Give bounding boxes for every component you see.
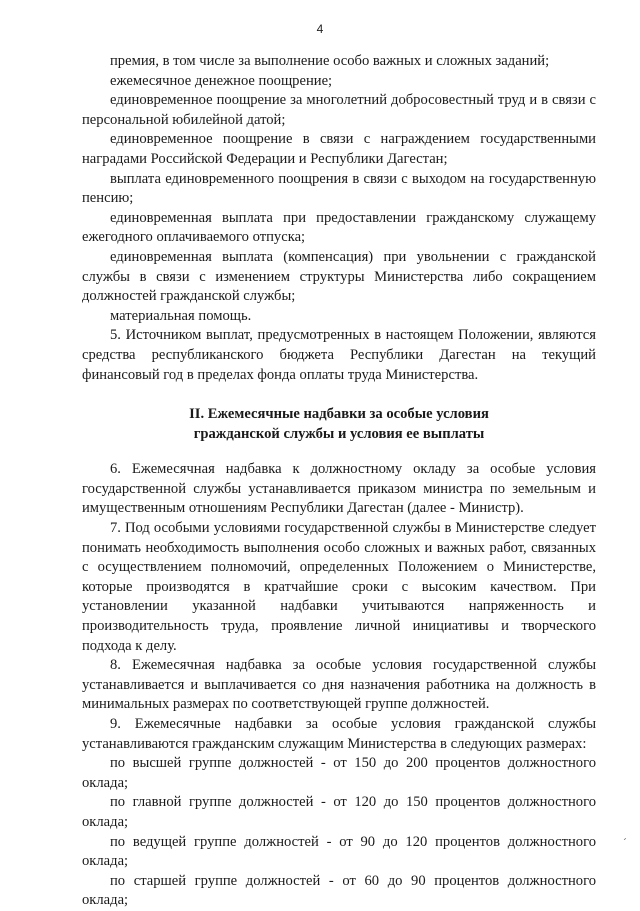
list-item: выплата единовременного поощрения в связи с выходом на государственную пенсию;	[82, 170, 596, 207]
section-title-line-2: гражданской службы и условия ее выплаты	[193, 425, 485, 442]
group-item: по старшей группе должностей - от 60 до 90 процентов должностного оклада;	[82, 872, 596, 909]
group-item: по высшей группе должностей - от 150 до 200 процентов должностного оклада;	[82, 755, 596, 791]
list-item: премия, в том числе за выполнение особо важных и сложных заданий;	[110, 53, 550, 69]
list-item: ежемесячное денежное поощрение;	[110, 72, 333, 89]
list-item: единовременная выплата при предоставлении гражданскому служащему ежегодного оплачиваемого отпуска;	[82, 209, 596, 246]
group-item: по главной группе должностей - от 120 до 150 процентов должностного оклада;	[82, 794, 596, 830]
section-title	[82, 405, 596, 444]
list-item: материальная помощь.	[110, 307, 252, 324]
list-item: единовременное поощрение в связи с награждением государственными наградами Российской Федерации и Республики Дагестан;	[82, 131, 596, 167]
list-item: единовременное поощрение за многолетний добросовестный труд и в связи с персональной юбилейной датой;	[82, 92, 596, 128]
paragraph-9: 9. Ежемесячные надбавки за особые условия гражданской службы устанавливаются гражданским служащим Министерства в следующих размерах:	[82, 716, 596, 752]
group-item: по ведущей группе должностей - от 90 до 120 процентов должностного оклада;	[82, 833, 596, 870]
paragraph-5: 5. Источником выплат, предусмотренных в настоящем Положении, являются средства республиканского бюджета Республики Дагестан на текущий финансовый год в пределах фонда оплаты труда Министерства.	[82, 327, 596, 383]
list-item: единовременная выплата (компенсация) при увольнении с гражданской службы в связи с изменением структуры Министерства либо сокращением должностей гражданской службы;	[82, 248, 596, 305]
page-number: 4	[316, 22, 324, 36]
section-title-line-1: II. Ежемесячные надбавки за особые условия	[189, 406, 489, 423]
paragraph-7: 7. Под особыми условиями государственной службы в Министерстве следует понимать необходимость выполнения особо сложных и важных работ, связанных с осуществлением полномочий, определенных Положением о Министерстве, которые производятся в кратчайшие сроки с высоким качеством. При установлении указанной надбавки учитываются напряженность и производительность труда, проявление личной инициативы и творческого подхода к делу.	[82, 520, 596, 654]
paragraph-8: 8. Ежемесячная надбавка за особые условия государственной службы устанавливается и выплачивается со дня назначения работника на должность в минимальных размерах по соответствующей группе должностей.	[82, 657, 596, 713]
paragraph-6: 6. Ежемесячная надбавка к должностному окладу за особые условия государственной службы устанавливается приказом министра по земельным и имущественным отношениям Республики Дагестан (далее - Министр).	[82, 461, 596, 517]
scan-mark: ´	[622, 838, 627, 849]
page-content	[82, 52, 596, 911]
